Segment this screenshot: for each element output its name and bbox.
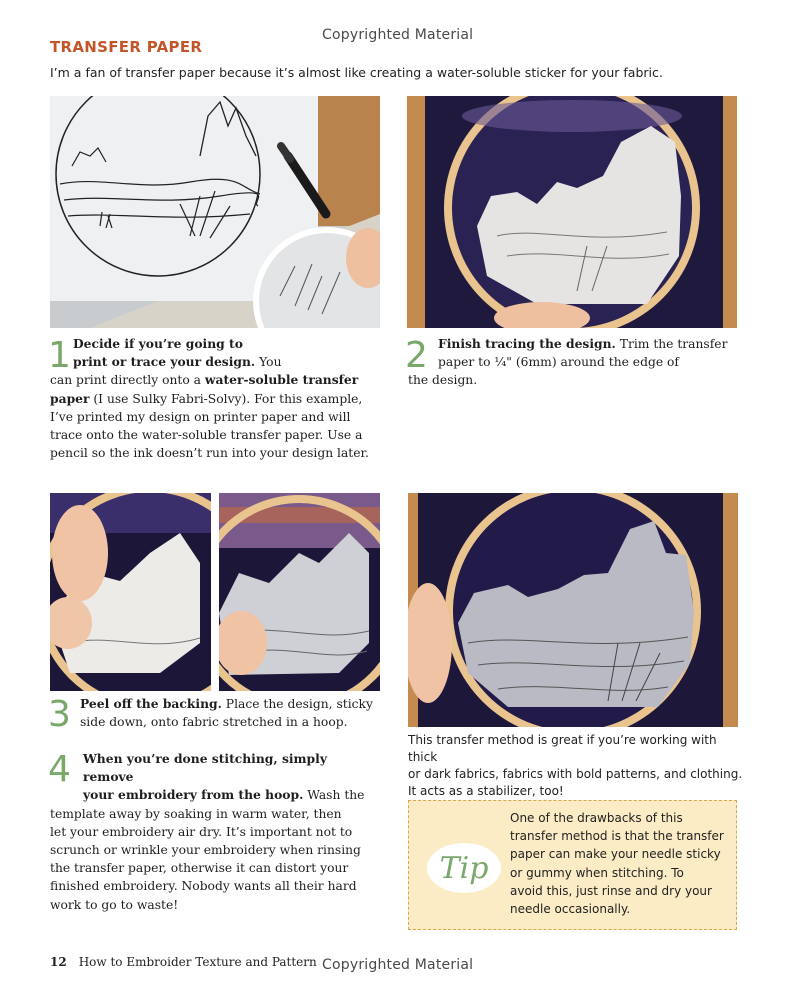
step-4-text [50, 750, 380, 914]
photo-traced-design-hoop [407, 96, 737, 328]
photo-finished-transfer [408, 493, 738, 727]
page-number: 12 [50, 955, 67, 969]
tip-box [408, 800, 737, 930]
watermark-top: Copyrighted Material [322, 27, 474, 43]
step-1-heading-line2: print or trace your design. [73, 354, 256, 370]
photo-print-design [50, 96, 380, 328]
step-2-line1: Trim the transfer [615, 337, 728, 351]
page-footer [50, 955, 317, 969]
step-1-heading-line1: Decide if you’re going to [73, 336, 243, 351]
intro-text: I’m a fan of transfer paper because it’s almost like creating a water-soluble sticker for your fabric. [50, 65, 663, 80]
step-2-line2: paper to ¼" (6mm) around the edge of [438, 355, 679, 370]
step-4-heading-line1: When you’re done stitching, simply remove [83, 751, 327, 785]
step-3-heading: Peel off the backing. [80, 696, 222, 711]
step-1-line7: pencil so the ink doesn’t run into your design later. [50, 446, 369, 461]
step-3-number: 3 [48, 694, 71, 735]
step-4-heading-line2: your embroidery from the hoop. [83, 787, 304, 803]
tip-line-3: paper can make your needle sticky [510, 847, 721, 862]
book-title: How to Embroider Texture and Pattern [78, 955, 317, 969]
tip-line-6: needle occasionally. [510, 902, 631, 917]
step-1-line6: trace onto the water-soluble transfer paper. Use a [50, 428, 363, 443]
tip-label: Tip [439, 850, 489, 886]
photo-place-design [219, 493, 380, 691]
step-4-number: 4 [48, 749, 71, 790]
step-4-line6: the transfer paper, otherwise it can distort your [50, 861, 349, 876]
section-title: TRANSFER PAPER [50, 38, 203, 56]
photo-caption [408, 732, 743, 800]
step-3-line2: side down, onto fabric stretched in a hoop. [80, 715, 348, 730]
step-4-line4: let your embroidery air dry. It’s important not to [50, 824, 353, 839]
tip-text [510, 809, 728, 918]
photo-peel-backing [50, 493, 211, 691]
step-4-line3: template away by soaking in warm water, then [50, 806, 342, 821]
caption-line-2: or dark fabrics, fabrics with bold patterns, and clothing. [408, 767, 743, 781]
step-3-line1: Place the design, sticky [221, 697, 373, 711]
step-2-line3: the design. [408, 373, 478, 388]
step-1-heading-rest: You [255, 355, 282, 370]
step-4-line7: finished embroidery. Nobody wants all their hard [50, 879, 357, 894]
caption-line-1: This transfer method is great if you’re working with thick [408, 733, 717, 764]
step-1-line3: can print directly onto a [50, 373, 205, 388]
caption-line-3: It acts as a stabilizer, too! [408, 784, 564, 798]
step-1-text [50, 335, 380, 462]
tip-line-4: or gummy when stitching. To [510, 865, 684, 880]
step-1-line4: (I use Sulky Fabri-Solvy). For this example, [89, 391, 363, 406]
step-1-bold-product: water-soluble transfer [204, 372, 359, 388]
step-4-line2: Wash the [303, 788, 365, 803]
tip-line-1: One of the drawbacks of this [510, 811, 683, 825]
tip-badge [427, 843, 501, 893]
step-1-line5: I’ve printed my design on printer paper and will [50, 409, 351, 424]
tip-line-2: transfer method is that the transfer [510, 829, 724, 844]
step-2-number: 2 [405, 335, 428, 376]
step-2-heading: Finish tracing the design. [438, 336, 616, 351]
step-4-line5: scrunch or wrinkle your embroidery when rinsing [50, 843, 361, 858]
watermark-bottom: Copyrighted Material [322, 957, 474, 973]
step-3-text [48, 694, 380, 735]
step-4-line8: work to go to waste! [50, 897, 179, 912]
step-1-number: 1 [48, 335, 71, 376]
step-1-bold-paper: paper [50, 390, 90, 406]
step-2-text [408, 335, 738, 390]
tip-line-5: avoid this, just rinse and dry your [510, 883, 712, 898]
